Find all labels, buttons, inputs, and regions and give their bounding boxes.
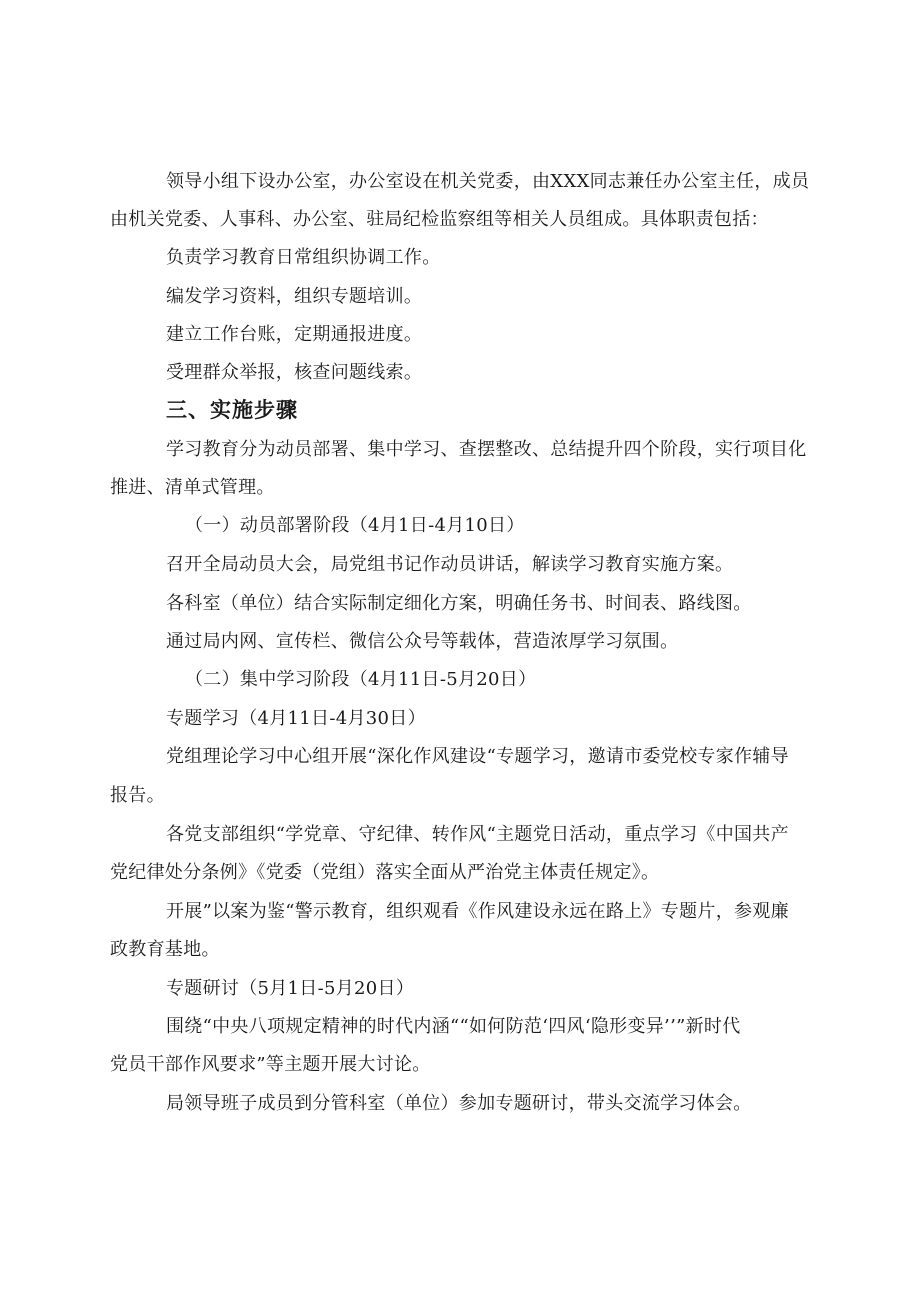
subsection-heading: （二）集中学习阶段（4月11日-5月20日） bbox=[185, 669, 537, 690]
list-item: 通过局内网、宣传栏、微信公众号等载体，营造浓厚学习氛围。 bbox=[166, 631, 679, 652]
paragraph-line: 党组理论学习中心组开展“深化作风建设“专题学习，邀请市委党校专家作辅导 bbox=[166, 746, 789, 767]
topic-heading: 专题研讨（5月1日-5月20日） bbox=[166, 978, 415, 999]
list-item: 受理群众举报，核查问题线索。 bbox=[166, 362, 423, 383]
list-item: 召开全局动员大会，局党组书记作动员讲话，解读学习教育实施方案。 bbox=[166, 554, 734, 575]
paragraph-line: 报告。 bbox=[110, 785, 165, 806]
list-item: 各科室（单位）结合实际制定细化方案，明确任务书、时间表、路线图。 bbox=[166, 593, 752, 614]
list-item: 建立工作台账，定期通报进度。 bbox=[166, 324, 423, 345]
paragraph-line: 推进、清单式管理。 bbox=[110, 477, 275, 498]
list-item: 负责学习教育日常组织协调工作。 bbox=[166, 247, 441, 268]
paragraph-line: 学习教育分为动员部署、集中学习、查摆整改、总结提升四个阶段，实行项目化 bbox=[166, 439, 807, 460]
section-heading: 三、实施步骤 bbox=[166, 398, 298, 422]
paragraph-line: 各党支部组织“学党章、守纪律、转作风“主题党日活动，重点学习《中国共产 bbox=[166, 824, 789, 845]
paragraph-line: 围绕“中央八项规定精神的时代内涵““如何防范‘四风‘隐形变异’’”新时代 bbox=[166, 1016, 741, 1037]
paragraph-line: 领导小组下设办公室，办公室设在机关党委，由XXX同志兼任办公室主任，成员 bbox=[166, 171, 810, 192]
list-item: 编发学习资料，组织专题培训。 bbox=[166, 286, 423, 307]
paragraph-line: 由机关党委、人事科、办公室、驻局纪检监察组等相关人员组成。具体职责包括： bbox=[110, 209, 769, 230]
paragraph-line: 党纪律处分条例》《党委（党组）落实全面从严治党主体责任规定》。 bbox=[110, 862, 660, 883]
paragraph-line: 党员干部作风要求”等主题开展大讨论。 bbox=[110, 1054, 431, 1075]
paragraph-line: 局领导班子成员到分管科室（单位）参加专题研讨，带头交流学习体会。 bbox=[166, 1093, 752, 1114]
paragraph-line: 开展”以案为鉴“警示教育，组织观看《作风建设永远在路上》专题片，参观廉 bbox=[166, 901, 789, 922]
subsection-heading: （一）动员部署阶段（4月1日-4月10日） bbox=[185, 515, 525, 536]
paragraph-line: 政教育基地。 bbox=[110, 939, 220, 960]
topic-heading: 专题学习（4月11日-4月30日） bbox=[166, 708, 426, 729]
